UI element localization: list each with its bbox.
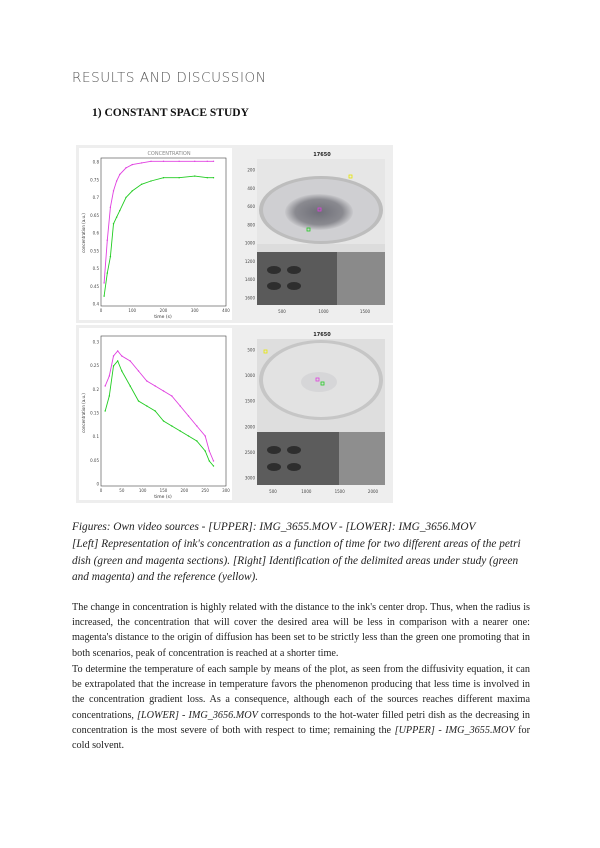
- figure-caption-sources: Figures: Own video sources - [UPPER]: IMG_3655.MOV - [LOWER]: IMG_3656.MOV: [72, 521, 476, 533]
- lower-point-green: [138, 400, 139, 401]
- lower-point-green: [154, 410, 155, 411]
- figure-upper: [76, 145, 393, 323]
- lower-chart-x-tick: 100: [138, 488, 147, 493]
- upper-petri-image: [237, 148, 390, 320]
- upper-point-green: [107, 272, 108, 273]
- upper-point-green: [150, 180, 151, 181]
- upper-point-magenta: [213, 161, 214, 162]
- lower-point-magenta: [113, 355, 114, 356]
- lower-point-green: [163, 420, 164, 421]
- lower-point-magenta: [171, 395, 172, 396]
- upper-point-magenta: [178, 161, 179, 162]
- upper-file-reference: [UPPER] - IMG_3655.MOV: [394, 724, 515, 736]
- lower-point-magenta: [146, 380, 147, 381]
- paragraph-distance: The change in concentration is highly related with the distance to the ink's center drop. Thus, when the radius is increased, the concentration that will cover the desired area will be less in comparison with a nearer one: magenta's distance to the origin of diffusion has been set to be strictly less than the green one promoting that in both scenarios, peak of concentration is reached at a shorter time.: [72, 602, 530, 659]
- upper-point-magenta: [141, 162, 142, 163]
- upper-image-y-tick: 600: [247, 204, 255, 210]
- upper-point-green: [178, 177, 179, 178]
- upper-point-green: [213, 177, 214, 178]
- upper-point-green: [113, 223, 114, 224]
- subsection-heading: 1) CONSTANT SPACE STUDY: [92, 107, 249, 119]
- lower-point-magenta: [117, 350, 118, 351]
- upper-point-magenta: [207, 161, 208, 162]
- lower-chart-y-tick: 0.3: [92, 339, 99, 345]
- upper-chart-x-tick: 400: [222, 308, 230, 313]
- lower-petri-image: [237, 328, 390, 500]
- lower-point-magenta: [109, 375, 110, 376]
- upper-image-y-tick: 200: [247, 167, 255, 173]
- lower-chart-x-tick: 300: [222, 488, 230, 493]
- upper-point-magenta: [107, 240, 108, 241]
- figure-caption-description: [Left] Representation of ink's concentration as a function of time for two different areas of the petri dish (green and magenta sections). [Right] Identification of the delimited areas under study (green and magenta) and the reference (yellow).: [72, 538, 521, 583]
- lower-point-magenta: [138, 370, 139, 371]
- lower-chart-y-tick: 0.1: [92, 434, 99, 440]
- upper-chart-x-tick: 0: [99, 308, 103, 313]
- upper-chart-y-tick: 0.55: [90, 248, 99, 254]
- upper-point-magenta: [125, 167, 126, 168]
- lower-chart-x-tick: 0: [99, 488, 103, 493]
- upper-chart-y-tick: 0.8: [92, 159, 99, 165]
- lower-concentration-chart: [79, 328, 232, 500]
- lower-point-magenta: [154, 385, 155, 386]
- upper-point-green: [110, 256, 111, 257]
- lower-point-green: [171, 425, 172, 426]
- lower-chart-y-tick: 0.2: [92, 386, 99, 392]
- upper-point-green: [163, 177, 164, 178]
- lower-image-x-tick: 500: [269, 489, 277, 494]
- lower-chart-x-tick: 50: [119, 488, 125, 493]
- upper-chart-y-tick: 0.65: [90, 212, 99, 218]
- lower-chart-y-tick: 0.15: [90, 410, 99, 416]
- upper-image-y-tick: 1600: [244, 295, 255, 301]
- upper-point-magenta: [132, 164, 133, 165]
- upper-image-y-tick: 1000: [244, 240, 255, 246]
- lower-image-y-tick: 2500: [244, 449, 255, 455]
- lower-point-green: [104, 410, 105, 411]
- upper-chart-y-tick: 0.45: [90, 283, 99, 289]
- upper-concentration-chart: [79, 148, 232, 320]
- lower-point-magenta: [204, 435, 205, 436]
- upper-chart-x-tick: 300: [190, 308, 199, 313]
- paragraph-temperature-part2: corresponds to the hot-water filled petri dish as the decreasing in concentration is the most severe of both with respect to time; remaining the: [72, 709, 530, 736]
- upper-point-green: [132, 190, 133, 191]
- upper-chart-y-tick: 0.75: [90, 177, 99, 183]
- lower-image-y-tick: 1500: [244, 398, 255, 404]
- paragraph-temperature: [72, 662, 530, 753]
- upper-image-title: 17650: [313, 152, 331, 158]
- lower-chart-ylabel: concentration (a.u.): [81, 393, 86, 433]
- upper-point-green: [125, 197, 126, 198]
- lower-chart-y-tick: 0.25: [90, 363, 99, 369]
- lower-point-green: [209, 460, 210, 461]
- upper-point-green: [207, 177, 208, 178]
- lower-point-magenta: [213, 460, 214, 461]
- upper-chart-ylabel: concentration (a.u.): [81, 213, 86, 253]
- upper-chart-x-tick: 100: [128, 308, 137, 313]
- lower-chart-x-tick: 250: [201, 488, 209, 493]
- lower-point-magenta: [196, 425, 197, 426]
- upper-chart-title: CONCENTRATION: [147, 151, 191, 157]
- lower-point-green: [204, 450, 205, 451]
- section-heading: RESULTS AND DISCUSSION: [72, 70, 267, 86]
- lower-image-y-tick: 2000: [244, 424, 255, 430]
- lower-point-green: [121, 370, 122, 371]
- lower-chart-x-tick: 200: [180, 488, 189, 493]
- upper-point-magenta: [116, 180, 117, 181]
- lower-image-x-tick: 1000: [301, 489, 312, 494]
- lower-chart-y-tick: 0: [96, 481, 99, 487]
- lower-point-green: [146, 405, 147, 406]
- upper-point-magenta: [103, 282, 104, 283]
- lower-point-magenta: [129, 360, 130, 361]
- upper-point-magenta: [150, 161, 151, 162]
- upper-chart-x-tick: 200: [159, 308, 168, 313]
- lower-file-reference: [LOWER] - IMG_3656.MOV: [137, 709, 258, 721]
- lower-image-y-tick: 1000: [244, 373, 255, 379]
- paragraph-temperature-part1: To determine the temperature of each sample by means of the plot, as seen from the diffusivity equation, it can be extrapolated that the increase in temperature favors the phenomenon producing that less time is involved in the concentration gradient loss. As a consequence, although each of the sources reaches different maxima concentrations,: [72, 664, 530, 721]
- lower-point-green: [179, 430, 180, 431]
- lower-point-magenta: [121, 355, 122, 356]
- upper-point-green: [194, 175, 195, 176]
- upper-point-magenta: [113, 190, 114, 191]
- lower-image-x-tick: 1500: [334, 489, 345, 494]
- lower-point-green: [129, 385, 130, 386]
- lower-chart-y-tick: 0.05: [90, 457, 99, 463]
- upper-point-magenta: [194, 161, 195, 162]
- paragraph-temperature-part3: for cold solvent.: [72, 724, 530, 752]
- upper-image-y-tick: 400: [247, 185, 255, 191]
- upper-chart-y-tick: 0.4: [92, 301, 99, 307]
- lower-point-green: [117, 360, 118, 361]
- lower-point-magenta: [188, 415, 189, 416]
- upper-chart-y-tick: 0.6: [92, 230, 99, 236]
- upper-image-y-tick: 1400: [244, 277, 255, 283]
- lower-point-green: [188, 435, 189, 436]
- upper-point-green: [119, 210, 120, 211]
- lower-chart-x-tick: 150: [159, 488, 168, 493]
- lower-point-magenta: [163, 390, 164, 391]
- lower-point-magenta: [104, 385, 105, 386]
- lower-point-magenta: [209, 450, 210, 451]
- lower-image-title: 17650: [313, 332, 331, 338]
- upper-point-green: [116, 217, 117, 218]
- lower-image-y-tick: 3000: [244, 475, 255, 481]
- upper-point-green: [141, 184, 142, 185]
- upper-image-x-tick: 1500: [359, 309, 371, 314]
- lower-point-green: [213, 465, 214, 466]
- upper-chart-y-tick: 0.7: [92, 195, 99, 200]
- upper-image-y-tick: 800: [247, 222, 255, 228]
- lower-chart-xlabel: time (s): [154, 495, 172, 500]
- upper-image-y-tick: 1200: [244, 258, 255, 264]
- lower-point-green: [109, 395, 110, 396]
- upper-chart-xlabel: time (s): [154, 315, 172, 320]
- upper-chart-y-tick: 0.5: [92, 266, 99, 271]
- lower-point-green: [113, 365, 114, 366]
- lower-image-x-tick: 2000: [367, 489, 379, 494]
- upper-point-green: [103, 295, 104, 296]
- lower-point-magenta: [179, 405, 180, 406]
- upper-point-magenta: [163, 161, 164, 162]
- figure-lower: [76, 325, 393, 503]
- lower-point-green: [196, 440, 197, 441]
- upper-image-x-tick: 500: [278, 309, 286, 314]
- upper-point-magenta: [119, 174, 120, 175]
- upper-image-x-tick: 1000: [318, 309, 329, 314]
- upper-point-magenta: [110, 207, 111, 208]
- lower-image-y-tick: 500: [247, 347, 255, 353]
